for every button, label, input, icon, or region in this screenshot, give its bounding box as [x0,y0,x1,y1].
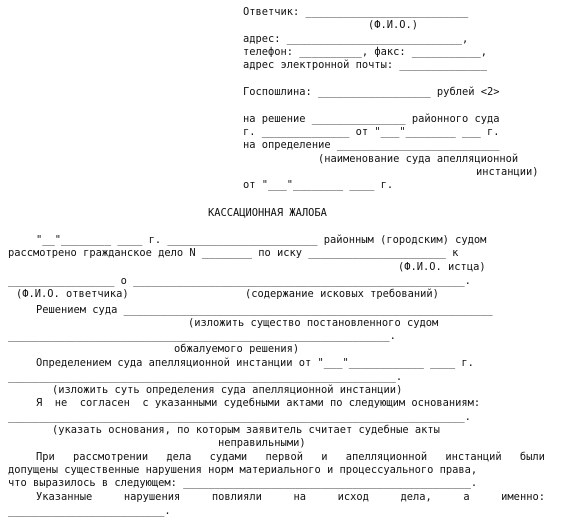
address-line: адрес: ____________________________, [243,33,469,45]
body-line-appeal-ruling: Определением суда апелляционной инстанции от "___"____________ ____ г. [36,357,474,369]
respondent-fio-caption: (Ф.И.О.) [367,19,419,31]
decision-essence-caption: (изложить существо постановленного судом [188,317,439,329]
grounds-caption: (указать основания, по которым заявитель считает судебные акты [52,424,440,436]
phone-fax-line: телефон: __________, факс: ___________, [243,46,487,58]
body-line-disagree: Я не согласен с указанными судебными актами по следующим основаниям: [36,397,481,409]
word: и [321,451,328,463]
city-date-line: г. ______________ от "___"________ ___ г. [243,126,500,138]
body-line-influence [36,491,545,504]
document-title: КАССАЦИОННАЯ ЖАЛОБА [208,207,327,219]
decision-of-court-line: на решение _______________ районного суда [243,113,500,125]
body-line-decision: Решением суда ___________________________________________________________ [36,304,493,316]
respondent-fio-caption-body: (Ф.И.О. ответчика) [16,288,129,300]
ruling-line: на определение __________________________ [243,139,500,151]
body-line-respondent-claim: _________________ о _____________________________________________________. [8,275,471,287]
body-line-violations [36,451,545,464]
body-line-case: рассмотрено гражданское дело N ________ по иску ______________________ к [8,247,459,259]
word: рассмотрении [73,451,149,463]
word: именно: [501,491,545,503]
word: При [36,451,55,463]
state-fee-line: Госпошлина: __________________ рублей <2> [243,86,500,98]
word: исход [337,491,369,503]
word: а [463,491,470,503]
plaintiff-fio-caption: (Ф.И.О. истца) [398,261,486,273]
word: на [293,491,306,503]
word: первой [265,451,303,463]
word: повлияли [211,491,262,503]
body-line-influence-blank: _________________________. [8,505,171,517]
word: дела, [400,491,432,503]
appeal-court-name-caption: (наименование суда апелляционной [318,153,519,165]
word: нарушения [123,491,181,503]
word: были [519,451,545,463]
word: дела [166,451,192,463]
body-line-expressed-in: что выразилось в следующем: ______________________________________________. [8,477,478,489]
word: судами [209,451,248,463]
appeal-court-name-caption-2: инстанции) [476,166,539,178]
body-line-grounds-blank: _________________________________________________________________________. [8,411,471,423]
email-line: адрес электронной почты: ______________ [243,59,487,71]
grounds-caption-2: неправильными) [218,437,306,449]
word: инстанций [445,451,502,463]
claim-content-caption: (содержание исковых требований) [245,288,439,300]
ruling-date-line: от "___"________ ____ г. [243,179,394,191]
body-line-date-court: "__"________ ____ г. ________________________ районным (городским) судом [36,234,487,246]
appeal-ruling-caption: (изложить суть определения суда апелляционной инстанции) [52,384,403,396]
respondent-line: Ответчик: __________________________ [243,6,469,18]
body-line-appeal-ruling-blank: ______________________________________________________________. [8,371,403,383]
appealed-decision-caption: обжалуемого решения) [174,343,300,355]
word: апелляционной [345,451,428,463]
body-line-decision-blank: _____________________________________________________________. [8,330,396,342]
body-line-violations-2: допущены существенные нарушения норм материального и процессуального права, [8,464,478,476]
word: Указанные [36,491,93,503]
